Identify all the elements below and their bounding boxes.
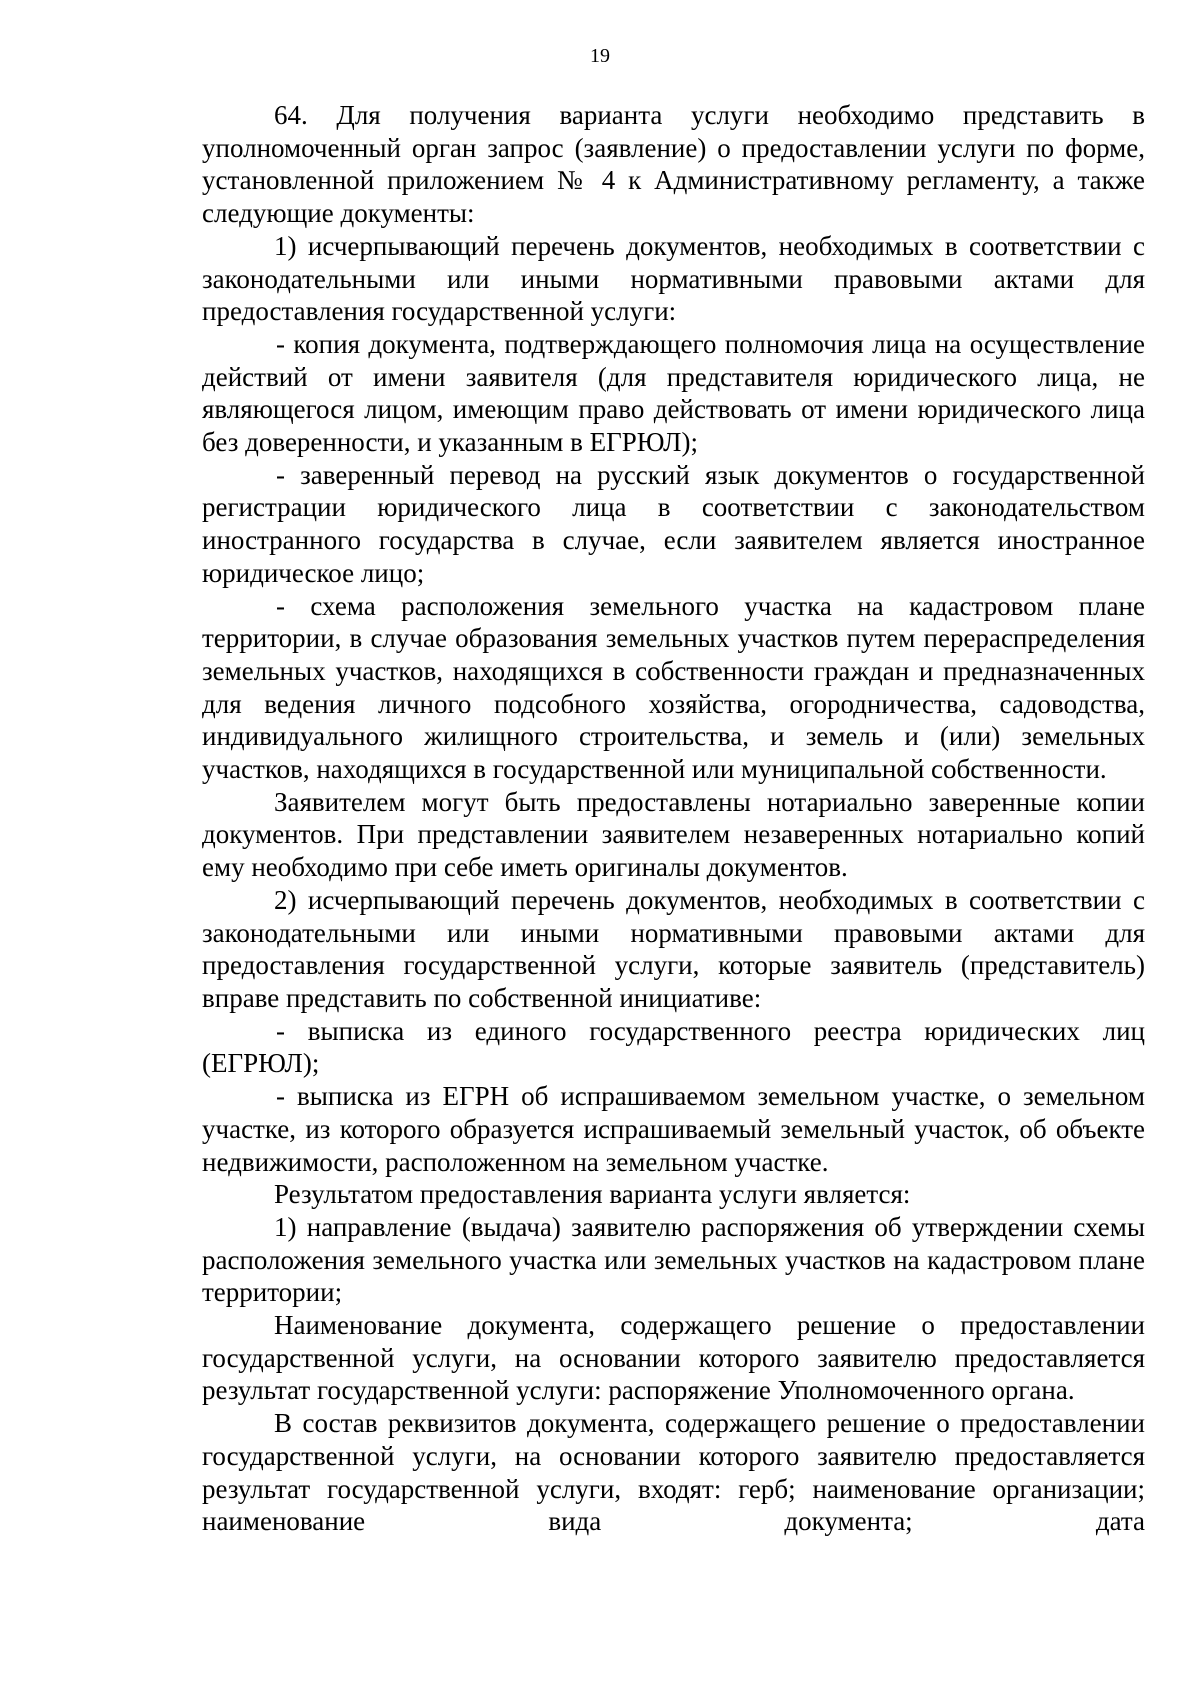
paragraph-document-requisites: В состав реквизитов документа, содержащего решение о предоставлении государственной услуги, на основании которого заявителю предоставляется результат государственной услуги, входят: герб; наименование организации; наименование вида документа; дата xyxy=(202,1408,1145,1537)
list-item-land-plot-scheme: - схема расположения земельного участка на кадастровом плане территории, в случае образования земельных участков путем перераспределения земельных участков, находящихся в собственности граждан и предназначенных для ведения личного подсобного хозяйства, огородничества, садоводства, индивидуального жилищного строительства, и земель и (или) земельных участков, находящихся в государственной или муниципальной собственности. xyxy=(202,590,1145,785)
paragraph-document-name: Наименование документа, содержащего решение о предоставлении государственной услуги, на основании которого заявителю предоставляется результат государственной услуги: распоряжение Уполномоченного органа. xyxy=(202,1310,1145,1406)
list-item-egrul-extract: - выписка из единого государственного реестра юридических лиц (ЕГРЮЛ); xyxy=(202,1015,1145,1079)
paragraph-result-item-1: 1) направление (выдача) заявителю распоряжения об утверждении схемы расположения земельного участка или земельных участков на кадастровом плане территории; xyxy=(202,1211,1145,1308)
paragraph-64-intro: 64. Для получения варианта услуги необходимо представить в уполномоченный орган запрос (заявление) о предоставлении услуги по форме, установленной приложением № 4 к Административному регламенту, а также следующие документы: xyxy=(202,100,1145,229)
paragraph-result-heading: Результатом предоставления варианта услуги является: xyxy=(274,1179,911,1210)
list-item-authority-copy: - копия документа, подтверждающего полномочия лица на осуществление действий от имени заявителя (для представителя юридического лица, не являющегося лицом, имеющим право действовать от имени юридического лица без доверенности, и указанным в ЕГРЮЛ); xyxy=(202,328,1145,458)
paragraph-optional-docs: 2) исчерпывающий перечень документов, необходимых в соответствии с законодательными или иными нормативными правовыми актами для предоставления государственной услуги, которые заявитель (представитель) вправе представить по собственной инициативе: xyxy=(202,884,1145,1013)
page-number: 19 xyxy=(590,45,610,67)
paragraph-notarized-copies: Заявителем могут быть предоставлены нотариально заверенные копии документов. При представлении заявителем незаверенных нотариально копий ему необходимо при себе иметь оригиналы документов. xyxy=(202,786,1145,883)
paragraph-required-docs: 1) исчерпывающий перечень документов, необходимых в соответствии с законодательными или иными нормативными правовыми актами для предоставления государственной услуги: xyxy=(202,230,1145,327)
document-body xyxy=(202,99,1145,1538)
list-item-certified-translation: - заверенный перевод на русский язык документов о государственной регистрации юридического лица в соответствии с законодательством иностранного государства в случае, если заявителем является иностранное юридическое лицо; xyxy=(202,459,1145,588)
list-item-egrn-extract: - выписка из ЕГРН об испрашиваемом земельном участке, о земельном участке, из которого образуется испрашиваемый земельный участок, об объекте недвижимости, расположенном на земельном участке. xyxy=(202,1081,1145,1177)
